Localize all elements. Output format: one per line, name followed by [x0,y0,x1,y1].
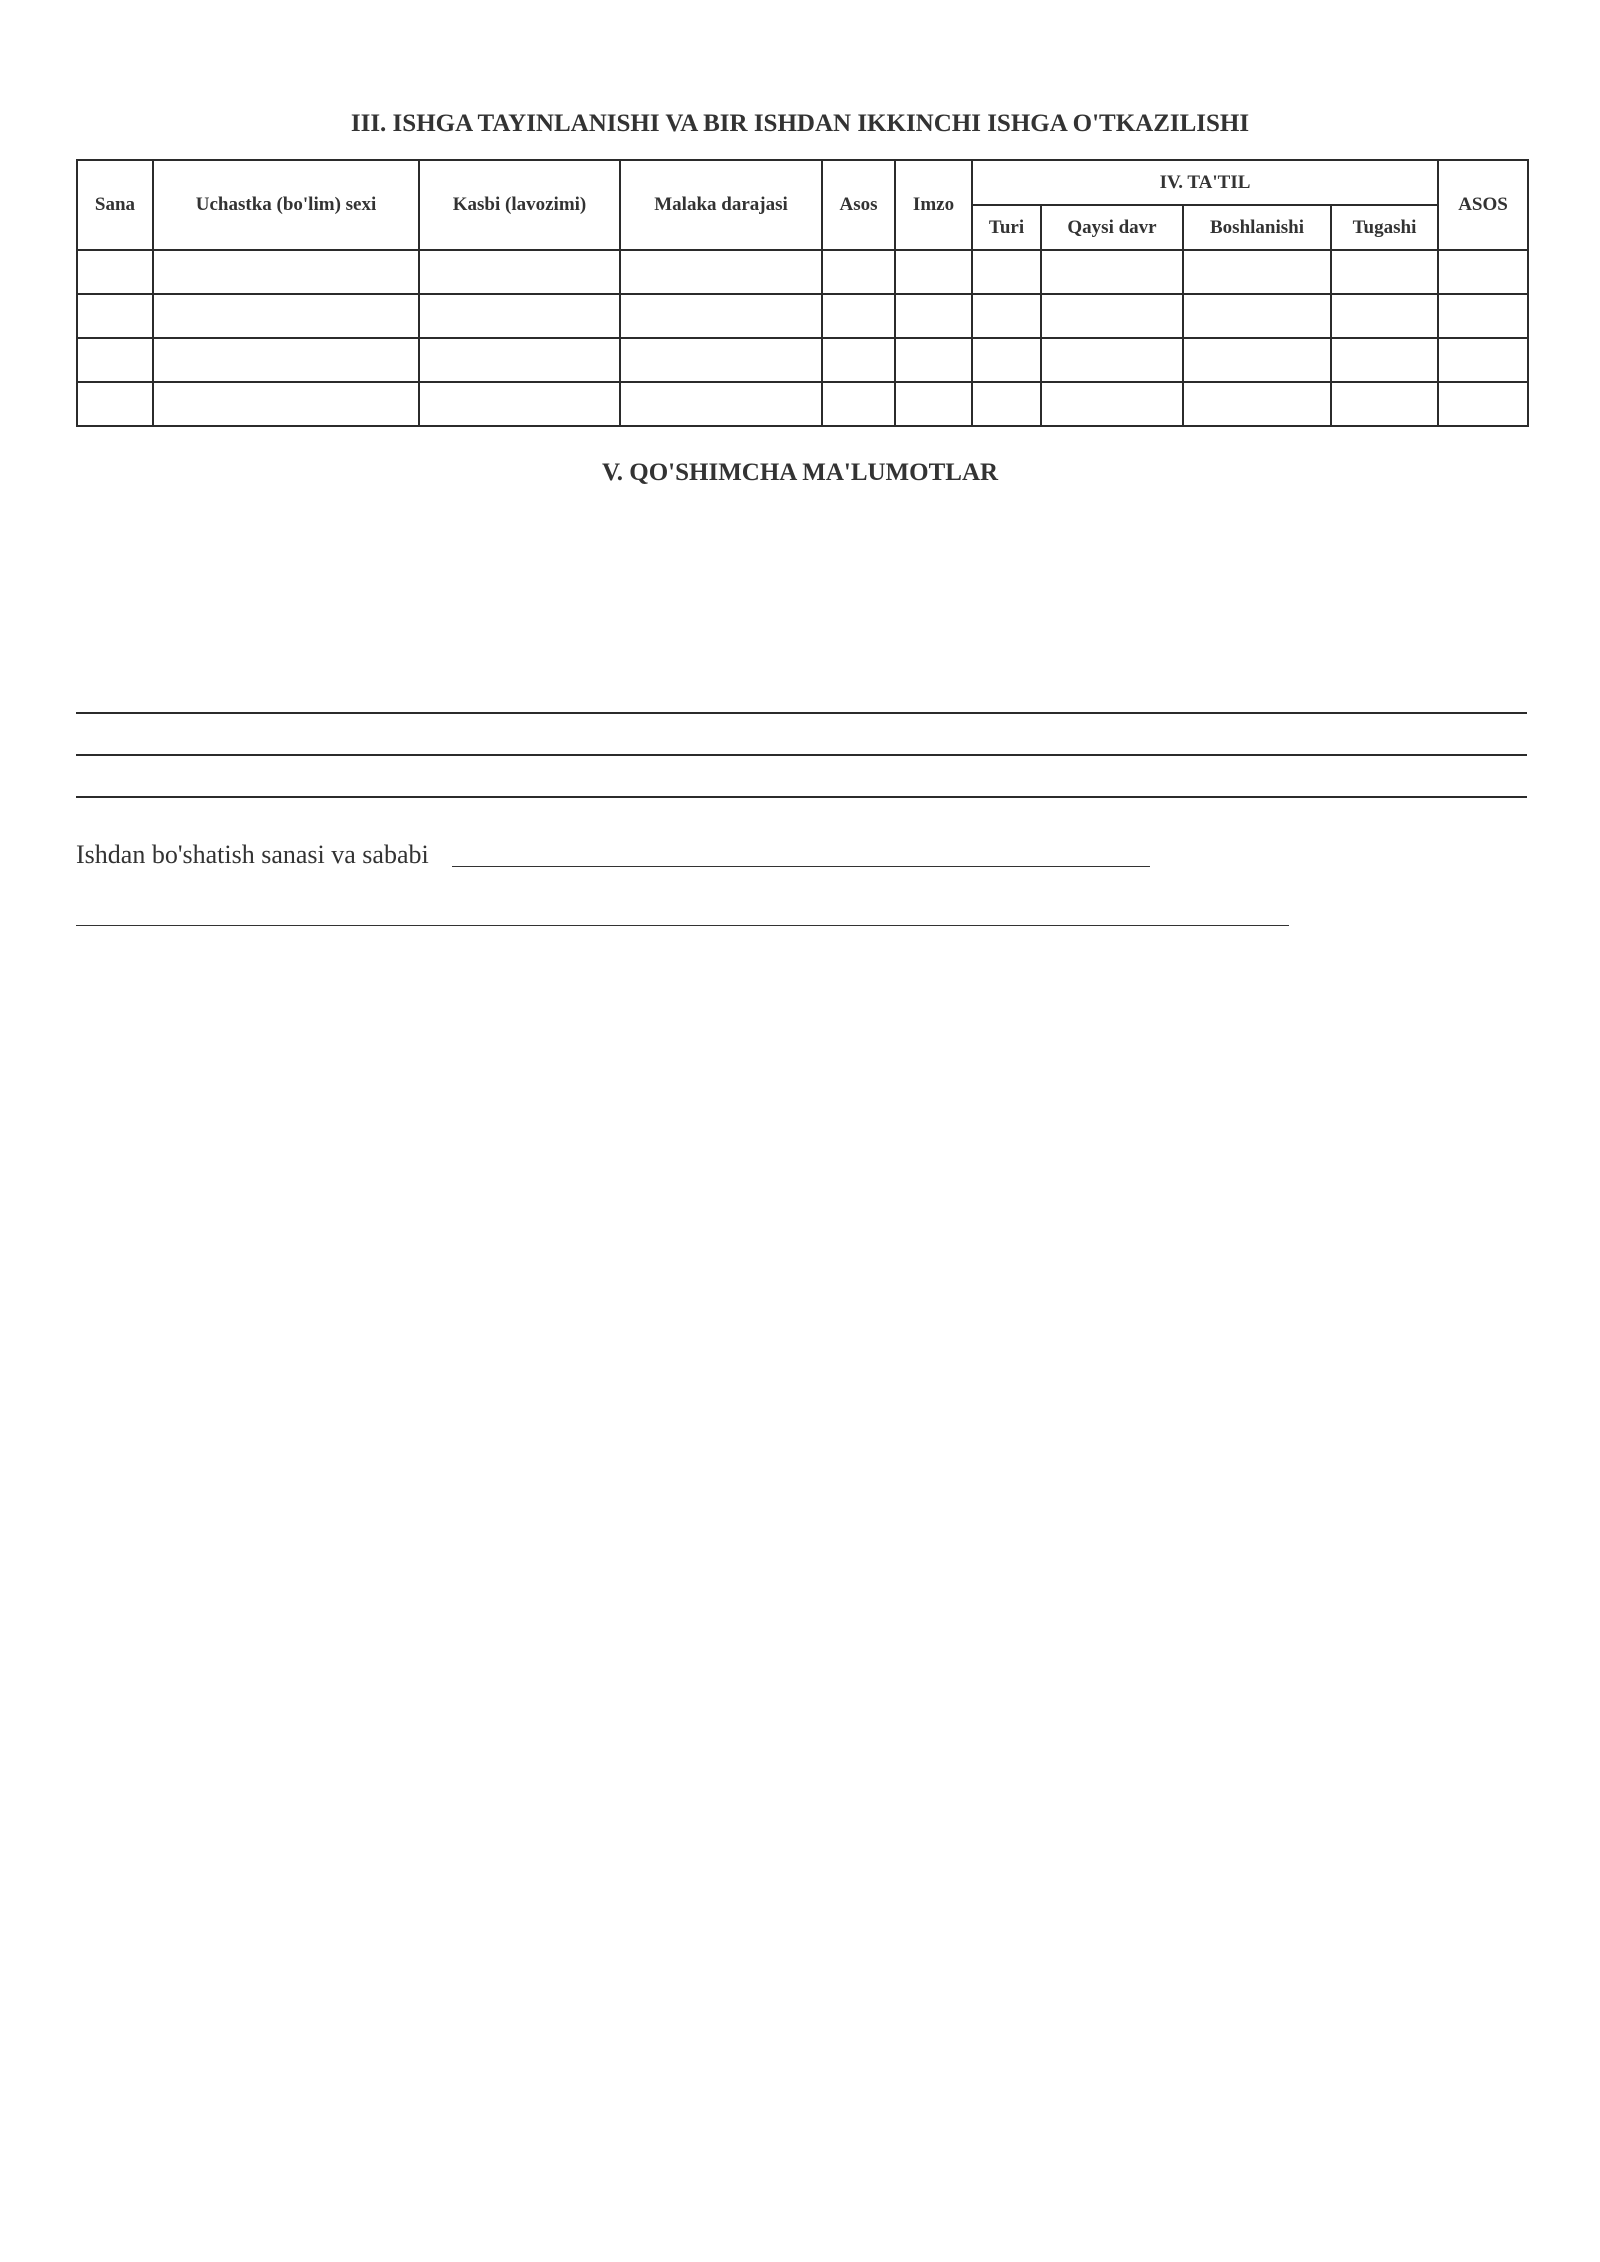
table-cell[interactable] [153,294,419,338]
table-cell[interactable] [822,294,895,338]
table-cell[interactable] [1438,250,1528,294]
table-cell[interactable] [822,250,895,294]
table-cell[interactable] [620,250,822,294]
col-header-profession: Kasbi (lavozimi) [419,160,620,250]
table-cell[interactable] [895,250,972,294]
col-header-leave-basis: ASOS [1438,160,1528,250]
dismissal-reason-blank[interactable] [452,866,1150,867]
table-cell[interactable] [895,382,972,426]
notes-line[interactable] [76,712,1527,714]
table-cell[interactable] [153,382,419,426]
table-cell[interactable] [1331,294,1438,338]
table-cell[interactable] [895,294,972,338]
col-header-leave-period: Qaysi davr [1041,205,1183,250]
table-cell[interactable] [77,382,153,426]
table-cell[interactable] [1438,382,1528,426]
table-cell[interactable] [822,338,895,382]
table-cell[interactable] [1331,250,1438,294]
col-header-basis: Asos [822,160,895,250]
table-cell[interactable] [77,294,153,338]
section-3-title: III. ISHGA TAYINLANISHI VA BIR ISHDAN IKKINCHI ISHGA O'TKAZILISHI [350,110,1250,137]
table-cell[interactable] [1438,338,1528,382]
col-header-leave-end: Tugashi [1331,205,1438,250]
table-cell[interactable] [153,338,419,382]
section-5-title: V. QO'SHIMCHA MA'LUMOTLAR [601,459,999,486]
table-cell[interactable] [1183,382,1331,426]
col-header-signature: Imzo [895,160,972,250]
table-cell[interactable] [153,250,419,294]
table-cell[interactable] [620,382,822,426]
col-header-leave-type: Turi [972,205,1041,250]
notes-line[interactable] [76,754,1527,756]
table-cell[interactable] [972,338,1041,382]
table-cell[interactable] [77,338,153,382]
col-header-date: Sana [77,160,153,250]
table-cell[interactable] [620,294,822,338]
table-cell[interactable] [972,294,1041,338]
table-cell[interactable] [419,294,620,338]
col-header-qualification: Malaka darajasi [620,160,822,250]
table-cell[interactable] [1331,338,1438,382]
table-row [77,338,1528,382]
table-row [77,382,1528,426]
table-cell[interactable] [822,382,895,426]
table-cell[interactable] [1183,250,1331,294]
notes-line[interactable] [76,796,1527,798]
table-row [77,294,1528,338]
appointment-leave-table [76,159,1529,427]
table-cell[interactable] [419,250,620,294]
table-cell[interactable] [1438,294,1528,338]
table-cell[interactable] [1183,338,1331,382]
table-cell[interactable] [419,338,620,382]
table-cell[interactable] [620,338,822,382]
table-cell[interactable] [1041,250,1183,294]
table-row [77,250,1528,294]
table-cell[interactable] [1041,338,1183,382]
table-cell[interactable] [1183,294,1331,338]
table-cell[interactable] [1041,294,1183,338]
table-cell[interactable] [77,250,153,294]
dismissal-reason-blank-continued[interactable] [76,925,1289,926]
dismissal-label: Ishdan bo'shatish sanasi va sababi [76,840,429,869]
table-cell[interactable] [419,382,620,426]
section-4-title: IV. TA'TIL [972,160,1438,205]
table-cell[interactable] [972,250,1041,294]
table-cell[interactable] [1331,382,1438,426]
col-header-department: Uchastka (bo'lim) sexi [153,160,419,250]
col-header-leave-start: Boshlanishi [1183,205,1331,250]
table-cell[interactable] [972,382,1041,426]
table-cell[interactable] [895,338,972,382]
table-cell[interactable] [1041,382,1183,426]
